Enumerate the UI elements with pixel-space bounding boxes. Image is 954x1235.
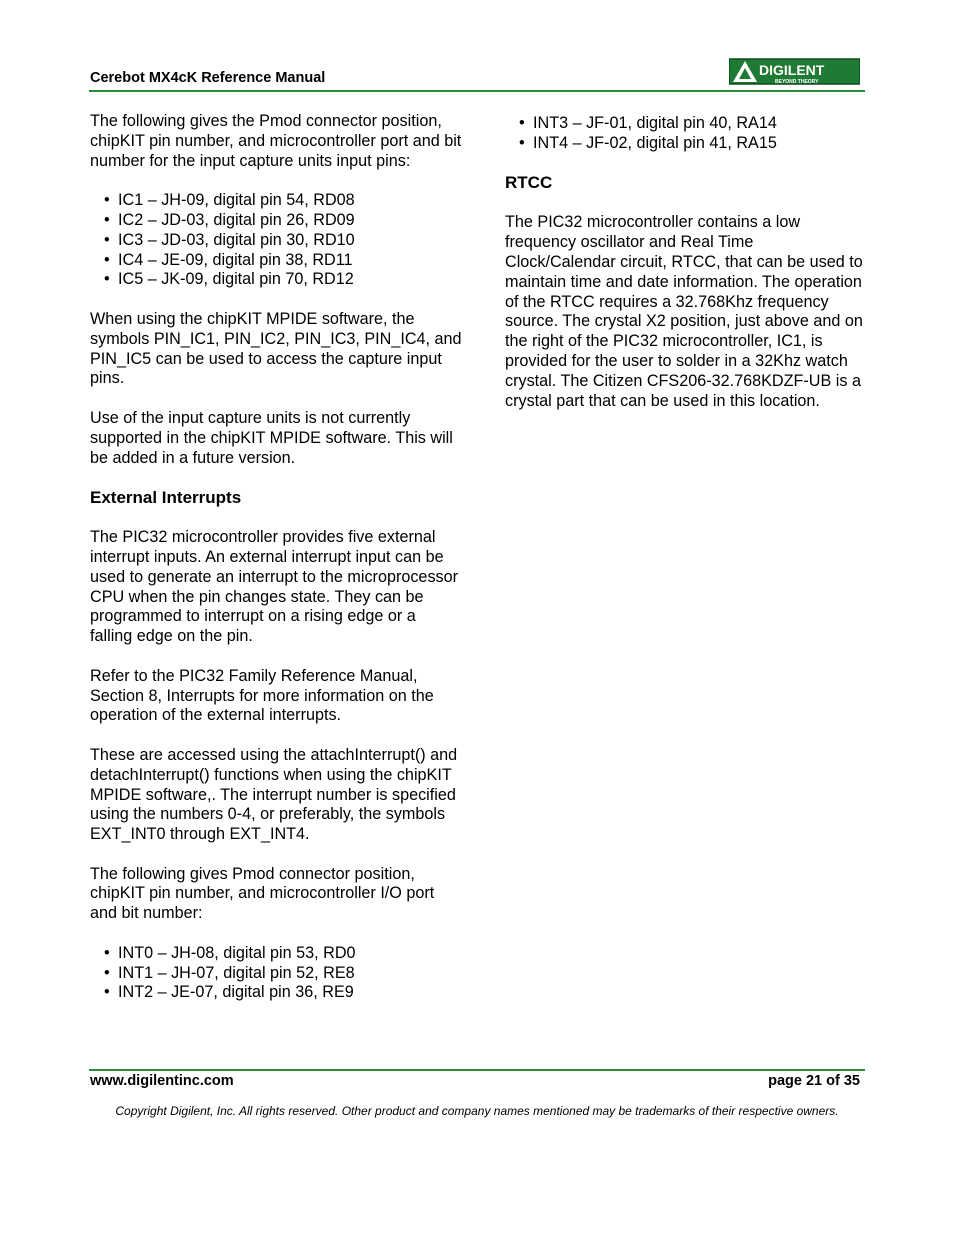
paragraph: The PIC32 microcontroller contains a low frequency oscillator and Real Time Clock/Calendar circuit, RTCC, that can be used to maintain time and date information. The operation of the RTCC requires a 32.768Khz frequency source. The crystal X2 position, just above and on the right of the PIC32 microcontroller, IC1, is provided for the user to solder in a 32Khz watch crystal. The Citizen CFS206-32.768KDZF-UB is a crystal part that can be used in this location.	[505, 213, 863, 410]
list-item: • IC3 – JD-03, digital pin 30, RD10	[104, 231, 462, 251]
logo-tagline: BEYOND THEORY	[775, 79, 819, 85]
header-title: Cerebot MX4cK Reference Manual	[90, 70, 326, 86]
list-item: • IC1 – JH-09, digital pin 54, RD08	[104, 191, 462, 211]
list-item: • INT4 – JF-02, digital pin 41, RA15	[519, 134, 865, 154]
section-heading: RTCC	[505, 173, 553, 193]
paragraph: Refer to the PIC32 Family Reference Manual, Section 8, Interrupts for more information on the operation of the external interrupts.	[90, 666, 434, 725]
page-number: page 21 of 35	[768, 1073, 860, 1089]
digilent-logo	[729, 58, 860, 86]
list-item: • INT3 – JF-01, digital pin 40, RA14	[519, 114, 865, 134]
paragraph: The following gives the Pmod connector position, chipKIT pin number, and microcontroller port and bit number for the input capture units input pins:	[90, 112, 462, 170]
copyright-notice: Copyright Digilent, Inc. All rights reserved. Other product and company names mentioned may be trademarks of their respective owners.	[115, 1104, 839, 1118]
list-item: • IC4 – JE-09, digital pin 38, RD11	[104, 251, 462, 271]
header-rule	[89, 90, 865, 92]
paragraph: The PIC32 microcontroller provides five external interrupt inputs. An external interrupt input can be used to generate an interrupt to the microprocessor CPU when the pin changes state. They can be programmed to interrupt on a rising edge or a falling edge on the pin.	[90, 528, 459, 646]
list-item: • IC5 – JK-09, digital pin 70, RD12	[104, 270, 462, 290]
int-pin-list-continued	[505, 114, 865, 154]
section-heading: External Interrupts	[90, 488, 242, 508]
paragraph: These are accessed using the attachInterrupt() and detachInterrupt() functions when using the chipKIT MPIDE software,. The interrupt number is specified using the numbers 0-4, or preferably, the symbols EXT_INT0 through EXT_INT4.	[90, 745, 458, 844]
list-item: • INT0 – JH-08, digital pin 53, RD0	[104, 944, 462, 964]
right-column	[505, 114, 865, 431]
list-item: • INT2 – JE-07, digital pin 36, RE9	[104, 983, 462, 1003]
list-item: • IC2 – JD-03, digital pin 26, RD09	[104, 211, 462, 231]
footer-rule	[89, 1069, 865, 1071]
ic-pin-list	[90, 191, 462, 290]
footer-url-link[interactable]: www.digilentinc.com	[90, 1073, 234, 1089]
paragraph: Use of the input capture units is not currently supported in the chipKIT MPIDE software. This will be added in a future version.	[90, 408, 453, 467]
paragraph: When using the chipKIT MPIDE software, the symbols PIN_IC1, PIN_IC2, PIN_IC3, PIN_IC4, and PIN_IC5 can be used to access the capture input pins.	[90, 309, 462, 388]
logo-text: DIGILENT	[759, 62, 825, 78]
int-pin-list	[90, 944, 462, 1003]
left-column	[90, 112, 462, 1023]
list-item: • INT1 – JH-07, digital pin 52, RE8	[104, 964, 462, 984]
paragraph: The following gives Pmod connector position, chipKIT pin number, and microcontroller I/O port and bit number:	[90, 864, 435, 923]
